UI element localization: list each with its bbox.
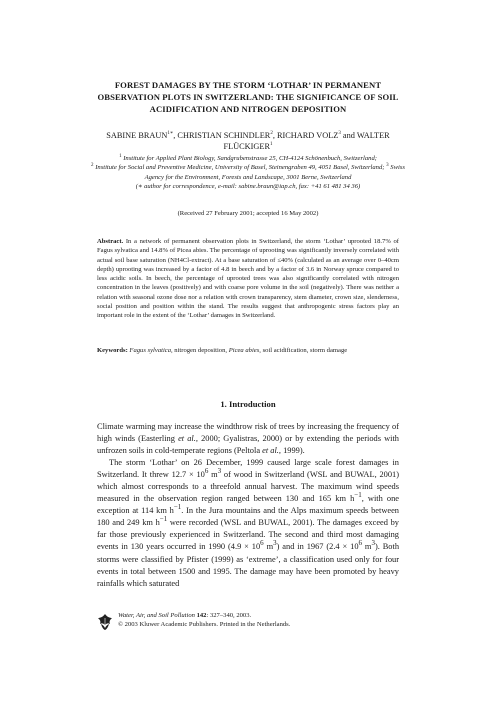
author-affiliation-marker: 1 [270, 142, 273, 148]
keyword: Picea abies [228, 347, 260, 354]
affiliations [90, 154, 406, 192]
author-name: , CHRISTIAN SCHINDLER [173, 131, 271, 140]
journal-name: Water, Air, and Soil Pollution [118, 612, 195, 619]
superscript: 6 [358, 539, 363, 548]
affiliation-number: 1 [119, 153, 122, 159]
text-run: of wood in Switzerland (WSL and BUWAL, 2001) which almost corresponds to a threefold annual harvest. The maximum wind speeds measured in the observation region ranged between 130 and 165 km h [97, 470, 399, 504]
publisher-logo-icon [97, 613, 113, 631]
superscript: −1 [173, 503, 182, 512]
journal-footer [97, 611, 399, 639]
superscript: −1 [159, 515, 168, 524]
superscript: −1 [354, 491, 362, 500]
affiliation-number: 2 [91, 163, 94, 169]
keyword: Fagus sylvatica [127, 347, 171, 354]
affiliation-text: Institute for Applied Plant Biology, Sandgrubenstrasse 25, CH-4124 Schönenbuch, Switzerland; [121, 155, 377, 162]
text-run: . In the Jura mountains and the Alps maximum speeds between 180 and 249 km h [97, 506, 399, 528]
affiliation-number: 3 [386, 163, 389, 169]
keywords-label: Keywords: [97, 347, 128, 354]
journal-volume: 142 [194, 612, 207, 619]
text-run: ). Both storms were classified by Pfister (1999) as ‘extreme’, a classification used only for four events in total between 1500 and 1995. The damage may have been promoted by heavy rainfalls which saturated [97, 542, 400, 588]
superscript: 3 [371, 539, 375, 548]
author-name: and WALTER FLÜCKIGER [223, 131, 390, 151]
text-run: m [362, 542, 372, 552]
author-name: SABINE BRAUN [106, 131, 168, 140]
abstract [97, 237, 399, 321]
keywords [97, 346, 399, 355]
text-run: The storm ‘Lothar’ on 26 December, 1999 caused large scale forest damages in Switzerland. It threw 12.7 × 10 [97, 458, 399, 480]
text-run: Climate warming may increase the windthrow risk of trees by increasing the frequency of high winds (Easterling [97, 422, 399, 444]
copyright-line: © 2003 Kluwer Academic Publishers. Printed in the Netherlands. [118, 621, 291, 629]
superscript: 3 [217, 467, 222, 476]
author-list [84, 130, 412, 152]
text-run: et al. [262, 446, 279, 456]
author-affiliation-marker: 3 [338, 131, 341, 137]
text-run: were recorded (WSL and BUWAL, 2001). The damages exceed by far those previously experienced in Switzerland. The second and third most damaging events in 130 years occurred in 1990 (4.9 × 10 [97, 518, 399, 552]
affiliation-text: Swiss Agency for the Environment, Forests and Landscape, 3001 Berne, Switzerland [144, 164, 405, 181]
text-run: , 2000; Gyalistras, 2000) or by extending the periods with unfrozen soils in cold-temperate regions (Peltola [97, 434, 399, 456]
journal-info [118, 611, 398, 629]
text-run: m [263, 542, 274, 552]
text-run: , with one exception at 114 km h [97, 494, 399, 516]
body-text [97, 421, 399, 590]
paragraph [97, 421, 399, 457]
keyword: , soil acidification, storm damage [259, 347, 348, 354]
text-run: et al. [178, 434, 196, 444]
text-run: ) and in 1967 (2.4 × 10 [276, 542, 359, 552]
abstract-label: Abstract. [97, 238, 124, 245]
superscript: 6 [204, 467, 209, 476]
received-dates: (Received 27 February 2001; accepted 16 May 2002) [177, 210, 319, 217]
journal-pages: : 327–340, 2003. [206, 612, 252, 619]
affiliation-text: Institute for Social and Preventive Medicine, University of Basel, Steinengraben 49, 4051 Basel, Switzerland; [93, 164, 385, 172]
paragraph [97, 457, 399, 590]
correspondence-note: (∗ author for correspondence, e-mail: sabine.braun@iap.ch, fax: +41 61 481 34 36) [135, 183, 361, 191]
section-heading: 1. Introduction [220, 399, 276, 409]
paper-title: FOREST DAMAGES BY THE STORM ‘LOTHAR’ IN PERMANENT OBSERVATION PLOTS IN SWITZERLAND: THE SIGNIFICANCE OF SOIL ACIDIFICATION AND NITROGEN DEPOSITION [97, 80, 399, 114]
keyword: , nitrogen deposition, [171, 347, 229, 354]
author-affiliation-marker: 2 [270, 131, 273, 137]
author-name: , RICHARD VOLZ [272, 131, 339, 140]
superscript: 3 [273, 539, 277, 548]
author-affiliation-marker: 1∗ [167, 131, 174, 137]
superscript: 6 [260, 539, 264, 548]
text-run: , 1999). [278, 446, 305, 456]
text-run: m [208, 470, 218, 480]
abstract-text: In a network of permanent observation plots in Switzerland, the storm ‘Lothar’ uprooted 18.7% of Fagus sylvatica and 14.8% of Picea abies. The percentage of uprooting was significantly inversely correlated with actual soil base saturation (NH4Cl-extract). At a base saturation of ≤40% (calculated as an average over 0–40cm depth) uprooting was increased by a factor of 4.8 in beech and by a factor of 3.6 in Norway spruce compared to less acidic soils. In beech, the percentage of uprooted trees was also significantly correlated with nitrogen concentration in the leaves (positively) and with coarse pore volume in the soil (negatively). There was neither a relation with seasonal ozone dose nor a relation with crown transparency, stem diameter, crown size, slenderness, social position and position within the stand. The results suggest that anthropogenic stress factors play an important role in the extent of the ‘Lothar’ damages in Switzerland. [97, 238, 399, 320]
